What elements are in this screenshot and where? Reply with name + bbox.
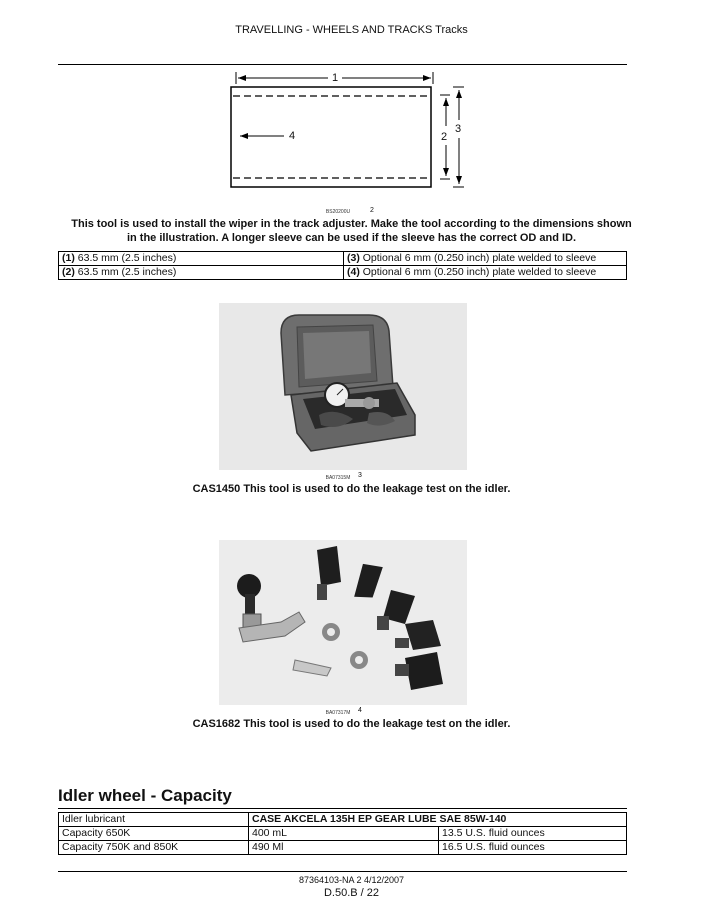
figure-2-number: 2 — [370, 207, 374, 214]
footer-rule — [58, 871, 627, 872]
figure-3-number: 3 — [358, 472, 362, 479]
figure-4-caption: CAS1682 This tool is used to do the leakage test on the idler. — [192, 718, 511, 730]
table-cell: 16.5 U.S. fluid ounces — [439, 841, 627, 855]
description-line-1: This tool is used to install the wiper in the track adjuster. Make the tool according to the dimensions shown — [71, 218, 632, 230]
figure-4-number: 4 — [358, 707, 362, 714]
section-heading: Idler wheel - Capacity — [58, 786, 232, 805]
callout-4: 4 — [289, 130, 296, 142]
item-number: (3) — [347, 252, 360, 264]
table-cell — [59, 252, 344, 266]
table-cell: Capacity 650K — [59, 827, 249, 841]
section-rule — [58, 808, 627, 809]
table-row — [59, 813, 627, 827]
callout-3: 3 — [455, 123, 462, 135]
item-number: (1) — [62, 252, 75, 264]
table-cell — [59, 266, 344, 280]
dimensions-table — [58, 251, 627, 280]
description-line-2: in the illustration. A longer sleeve can be used if the sleeve has the correct OD and ID. — [126, 232, 577, 244]
figure-2-description — [50, 217, 653, 245]
table-cell — [344, 252, 627, 266]
table-cell: Capacity 750K and 850K — [59, 841, 249, 855]
cas1450-tool-photo — [219, 303, 467, 470]
table-cell: Idler lubricant — [59, 813, 249, 827]
header-rule — [58, 64, 627, 65]
table-cell: CASE AKCELA 135H EP GEAR LUBE SAE 85W-140 — [249, 813, 627, 827]
figure-4-id: BA07317M — [325, 710, 351, 716]
table-row — [59, 266, 627, 280]
cas1682-tool-photo — [219, 540, 467, 705]
item-text: 63.5 mm (2.5 inches) — [74, 266, 177, 278]
table-cell: 13.5 U.S. fluid ounces — [439, 827, 627, 841]
capacity-table — [58, 812, 627, 855]
table-row — [59, 252, 627, 266]
item-number: (4) — [347, 266, 360, 278]
item-text: Optional 6 mm (0.250 inch) plate welded to sleeve — [359, 252, 597, 264]
callout-2: 2 — [441, 131, 448, 143]
table-cell — [344, 266, 627, 280]
sleeve-dimension-drawing — [218, 68, 478, 196]
item-number: (2) — [62, 266, 75, 278]
figure-3-id: BA07315M — [325, 475, 351, 481]
page-header: TRAVELLING - WHEELS AND TRACKS Tracks — [235, 24, 468, 36]
footer-doc-info: 87364103-NA 2 4/12/2007 — [298, 875, 405, 885]
figure-3-caption: CAS1450 This tool is used to do the leakage test on the idler. — [192, 483, 511, 495]
item-text: Optional 6 mm (0.250 inch) plate welded to sleeve — [359, 266, 597, 278]
table-cell: 400 mL — [249, 827, 439, 841]
footer-page-number: D.50.B / 22 — [323, 887, 380, 899]
table-row — [59, 841, 627, 855]
item-text: 63.5 mm (2.5 inches) — [74, 252, 177, 264]
callout-1: 1 — [332, 72, 339, 84]
figure-2-id: BS20200U — [325, 209, 351, 215]
table-row — [59, 827, 627, 841]
table-cell: 490 Ml — [249, 841, 439, 855]
